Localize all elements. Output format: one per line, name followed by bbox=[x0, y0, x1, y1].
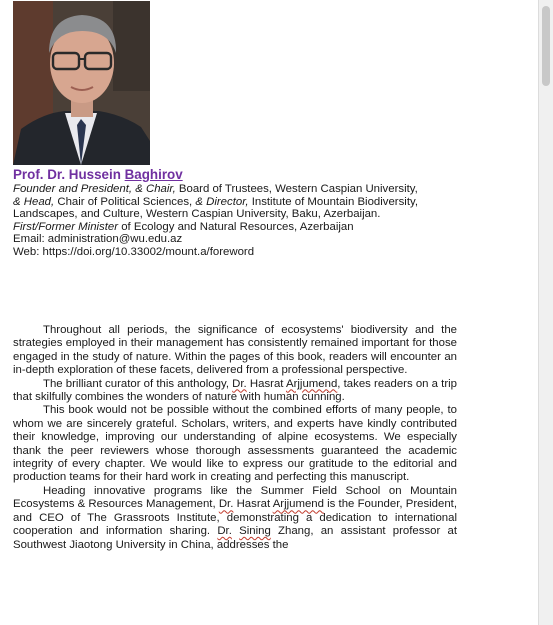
author-web: Web: https://doi.org/10.33002/mount.a/foreword bbox=[13, 245, 255, 258]
scrollbar-thumb[interactable] bbox=[542, 6, 550, 86]
paragraph-3: This book would not be possible without the combined efforts of many people, to whom we are sincerely grateful. Scholars, writers, and experts have kindly contributed their knowledge, improving our understanding of alpine ecosystems. We especially thank the peer reviewers whose thorough assessments guaranteed the academic integrity of every chapter. We would like to express our gratitude to the editorial and production teams for their hard work in creating and perfecting this manuscript. bbox=[13, 404, 457, 484]
author-surname: Baghirov bbox=[124, 167, 183, 182]
portrait-image bbox=[13, 1, 150, 165]
author-affiliation-1: Founder and President, & Chair, Board of Trustees, Western Caspian University, bbox=[13, 183, 418, 195]
foreword-body bbox=[13, 324, 457, 552]
vertical-scrollbar[interactable] bbox=[538, 0, 553, 625]
paragraph-4: Heading innovative programs like the Summer Field School on Mountain Ecosystems & Resources Management, Dr. Hasrat Arjjumend is the Founder, President, and CEO of The Grassroots Institute, demonstrating a dedication to international cooperation and information sharing. Dr. Sining Zhang, an assistant professor at Southwest Jiaotong University in China, addresses the bbox=[13, 484, 458, 551]
paragraph-1: Throughout all periods, the significance of ecosystems' biodiversity and the strategies employed in their management has consistently remained important for those engaged in the study of nature. Within the pages of this book, readers will encounter an in-depth exploration of these facets, delivered from a professional perspective. bbox=[13, 324, 457, 377]
paragraph-2: The brilliant curator of this anthology, Dr. Hasrat Arjjumend, takes readers on a trip that skilfully combines the wonders of nature with human cunning. bbox=[13, 377, 457, 404]
author-email: Email: administration@wu.edu.az bbox=[13, 233, 183, 246]
author-minister-role: First/Former Minister of Ecology and Natural Resources, Azerbaijan bbox=[13, 220, 354, 233]
author-affiliation-2: & Head, Chair of Political Sciences, & Director, Institute of Mountain Biodiversity, bbox=[13, 195, 418, 208]
author-block bbox=[13, 167, 443, 259]
author-portrait bbox=[13, 1, 150, 165]
author-name: Prof. Dr. Hussein Baghirov bbox=[13, 167, 183, 182]
author-affiliation-3: Landscapes, and Culture, Western Caspian University, Baku, Azerbaijan. bbox=[13, 208, 381, 221]
